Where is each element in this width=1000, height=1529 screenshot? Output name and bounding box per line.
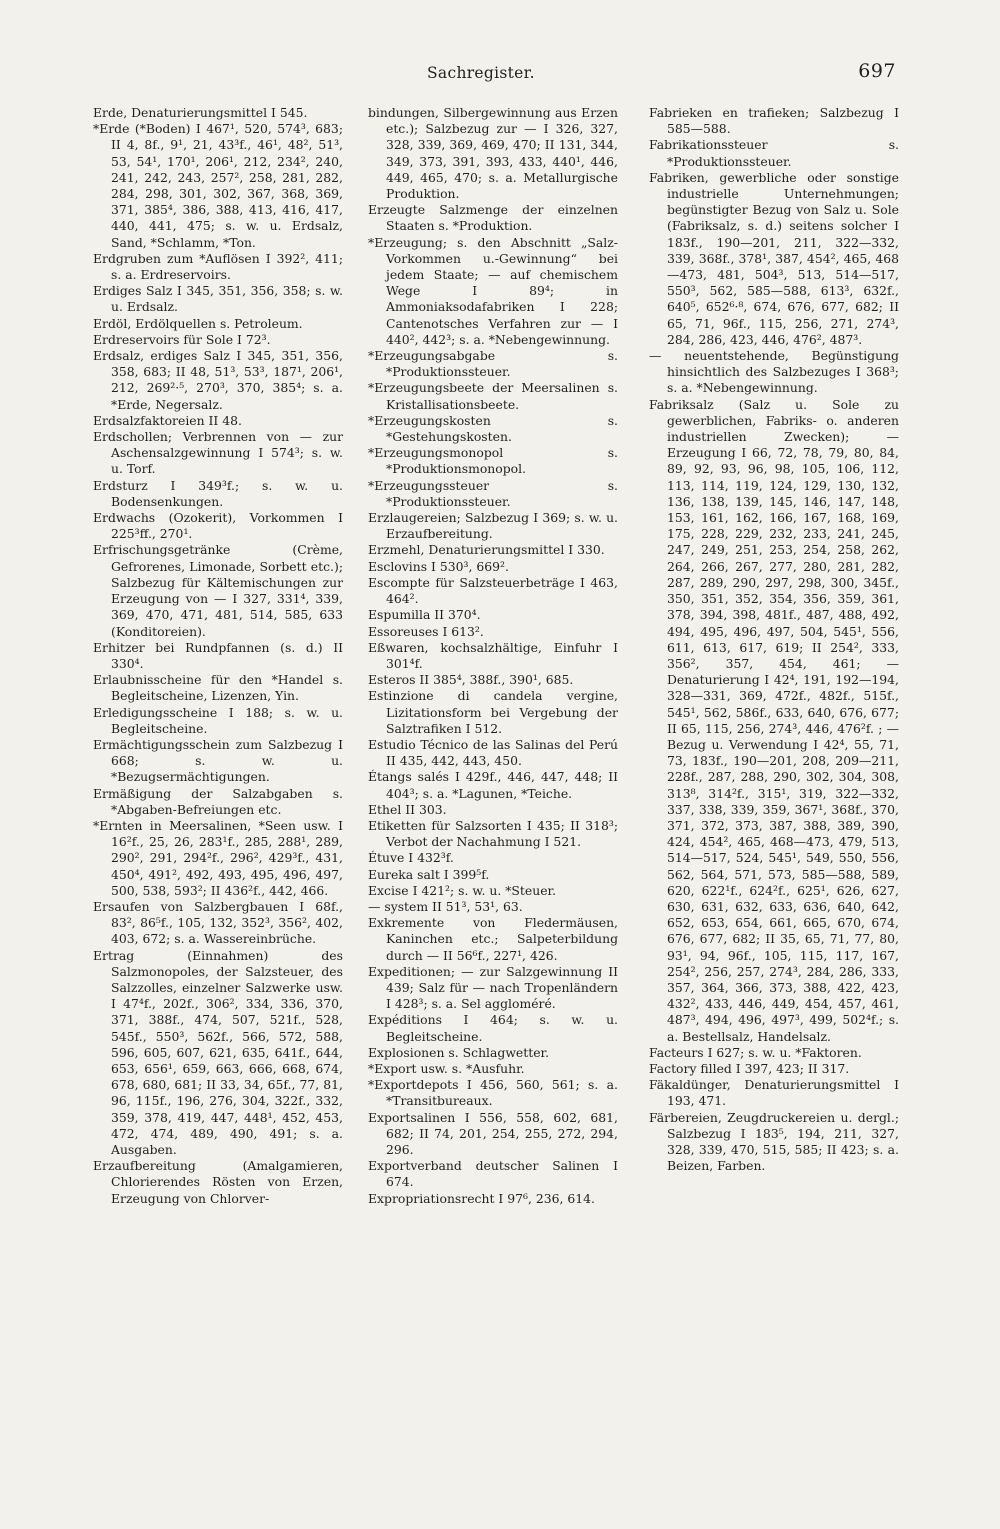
index-entry: *Erde (*Boden) I 467¹, 520, 574³, 683; II 4, 8f., 9¹, 21, 43³f., 46¹, 48², 51³, 53, 54¹, 170¹, 206¹, 212, 234², 240, 241, 242, 243, 257², 258, 281, 282, 284, 298, 301, 302, 367, 368, 369, 371, 385⁴, 386, 388, 413, 416, 417, 440, 441, 475; s. w. u. Erdsalz, Sand, *Schlamm, *Ton. [93, 121, 343, 250]
index-entry: Exkremente von Fledermäusen, Kaninchen etc.; Salpeterbildung durch — II 56⁶f., 227¹, 426. [368, 915, 618, 963]
index-entry: bindungen, Silbergewinnung aus Erzen etc.); Salzbezug zur — I 326, 327, 328, 339, 369, 469, 470; II 131, 344, 349, 373, 391, 393, 433, 440¹, 446, 449, 465, 470; s. a. Metallurgische Produktion. [368, 105, 618, 202]
index-entry: Ersaufen von Salzbergbauen I 68f., 83², 86⁵f., 105, 132, 352³, 356², 402, 403, 672; s. a. Wassereinbrüche. [93, 898, 343, 947]
index-entry: Färbereien, Zeugdruckereien u. dergl.; Salzbezug I 183⁵, 194, 211, 327, 328, 339, 470, 515, 585; II 423; s. a. Beizen, Farben. [649, 1109, 899, 1174]
index-entry: Fabrikationssteuer s. *Produktionssteuer. [649, 137, 899, 169]
index-entry: Erhitzer bei Rundpfannen (s. d.) II 330⁴. [93, 639, 343, 671]
index-entry: Erledigungsscheine I 188; s. w. u. Begleitscheine. [93, 704, 343, 736]
page-number: 697 [858, 60, 896, 82]
index-entry: Erdsturz I 349³f.; s. w. u. Bodensenkungen. [93, 477, 343, 509]
index-entry: *Erzeugungskosten s. *Gestehungskosten. [368, 412, 618, 445]
index-entry: *Erzeugungsabgabe s. *Produktionssteuer. [368, 348, 618, 380]
running-head-title: Sachregister. [427, 64, 535, 82]
index-entry: Étuve I 432³f. [368, 850, 454, 866]
index-entry: Erde, Denaturierungsmittel I 545. [93, 105, 308, 120]
index-entry: Exportverband deutscher Salinen I 674. [368, 1158, 618, 1190]
index-entry: *Erzeugungssteuer s. *Produktionssteuer. [368, 477, 618, 509]
index-entry: Erdwachs (Ozokerit), Vorkommen I 225³ff., 270¹. [93, 510, 343, 542]
index-column-2 [368, 105, 618, 1207]
index-entry: — system II 51³, 53¹, 63. [368, 898, 523, 914]
index-entry: Eureka salt I 399⁵f. [368, 866, 490, 882]
index-entry: Étangs salés I 429f., 446, 447, 448; II 404³; s. a. *Lagunen, *Teiche. [368, 769, 618, 801]
index-entry: Estinzione di candela vergine, Lizitationsform bei Vergebung der Salztrafiken I 512. [368, 688, 618, 736]
index-entry: Explosionen s. Schlagwetter. [368, 1044, 550, 1060]
index-entry: Eßwaren, kochsalzhältige, Einfuhr I 301⁴f. [368, 639, 618, 671]
index-entry: Erdöl, Erdölquellen s. Petroleum. [93, 315, 303, 331]
index-entry: Erdreservoirs für Sole I 72³. [93, 331, 271, 347]
index-entry: Erdsalz, erdiges Salz I 345, 351, 356, 358, 683; II 48, 51³, 53³, 187¹, 206¹, 212, 269²·⁵, 270³, 370, 385⁴; s. a. *Erde, Negersalz. [93, 348, 343, 412]
index-entry: Erdiges Salz I 345, 351, 356, 358; s. w. u. Erdsalz. [93, 283, 343, 315]
index-entry: Exportsalinen I 556, 558, 602, 681, 682; II 74, 201, 254, 255, 272, 294, 296. [368, 1109, 618, 1157]
index-entry: *Export usw. s. *Ausfuhr. [368, 1060, 525, 1076]
index-entry: — neuentstehende, Begünstigung hinsichtlich des Salzbezuges I 368³; s. a. *Nebengewinnung. [649, 348, 899, 396]
running-head [0, 60, 1000, 88]
index-entry: Fabriken, gewerbliche oder sonstige industrielle Unternehmungen; begünstigter Bezug von Salz u. Sole (Fabriksalz, s. d.) seitens solcher I 183f., 190—201, 211, 322—332, 339, 368f., 378¹, 387, 454², 465, 468—473, 481, 504³, 513, 514—517, 550³, 562, 585—588, 613³, 632f., 640⁵, 652⁶·⁸, 674, 676, 677, 682; II 65, 71, 96f., 115, 256, 271, 274³, 284, 286, 423, 446, 476², 487³. [649, 169, 899, 347]
index-entry: Fabriksalz (Salz u. Sole zu gewerblichen, Fabriks- o. anderen industriellen Zwecken); — Erzeugung I 66, 72, 78, 79, 80, 84, 89, 92, 93, 96, 98, 105, 106, 112, 113, 114, 119, 124, 129, 130, 132, 136, 138, 139, 145, 146, 147, 148, 153, 161, 162, 166, 167, 168, 169, 175, 228, 229, 232, 233, 241, 245, 247, 249, 251, 253, 254, 258, 262, 264, 266, 267, 277, 280, 281, 282, 287, 289, 290, 297, 298, 300, 345f., 350, 351, 352, 354, 356, 359, 361, 378, 394, 398, 481f., 487, 488, 492, 494, 495, 496, 497, 504, 545¹, 556, 611, 613, 617, 619; II 254², 333, 356², 357, 454, 461; — Denaturierung I 42⁴, 191, 192—194, 328—331, 369, 472f., 482f., 515f., 545¹, 562, 586f., 633, 640, 676, 677; II 65, 115, 256, 274³, 446, 476²f. ; — Bezug u. Verwendung I 42⁴, 55, 71, 73, 183f., 190—201, 208, 209—211, 228f., 287, 288, 290, 302, 304, 308, 313⁸, 314²f., 315¹, 319, 322—332, 337, 338, 339, 359, 367¹, 368f., 370, 371, 372, 373, 387, 388, 389, 390, 424, 454², 465, 468—473, 479, 513, 514—517, 524, 545¹, 549, 550, 556, 562, 564, 571, 573, 585—588, 589, 620, 622¹f., 624²f., 625¹, 626, 627, 630, 631, 632, 633, 636, 640, 642, 652, 653, 654, 661, 665, 670, 674, 676, 677, 682; II 35, 65, 71, 77, 80, 93¹, 94, 96f., 105, 115, 117, 167, 254², 256, 257, 274³, 284, 286, 333, 357, 364, 366, 373, 388, 422, 423, 432², 433, 446, 449, 454, 457, 461, 487³, 494, 496, 497³, 499, 502⁴f.; s. a. Bestellsalz, Handelsalz. [649, 396, 899, 1044]
index-entry: *Erzeugungsmonopol s. *Produktionsmonopol. [368, 445, 618, 477]
index-entry: Erdgruben zum *Auflösen I 392², 411; s. a. Erdreservoirs. [93, 250, 343, 283]
index-entry: Erzeugte Salzmenge der einzelnen Staaten s. *Produktion. [368, 202, 618, 234]
index-entry: Ermächtigungsschein zum Salzbezug I 668; s. w. u. *Bezugsermächtigungen. [93, 736, 343, 785]
index-entry: Esteros II 385⁴, 388f., 390¹, 685. [368, 672, 574, 688]
index-column-3 [649, 105, 899, 1174]
index-entry: Erzlaugereien; Salzbezug I 369; s. w. u. Erzaufbereitung. [368, 510, 618, 542]
index-entry: Esclovins I 530³, 669². [368, 558, 509, 574]
index-entry: Facteurs I 627; s. w. u. *Faktoren. [649, 1044, 862, 1060]
index-entry: *Erzeugungsbeete der Meersalinen s. Kristallisationsbeete. [368, 380, 618, 412]
index-entry: Essoreuses I 613². [368, 623, 484, 639]
index-entry: Ertrag (Einnahmen) des Salzmonopoles, der Salzsteuer, des Salzzolles, einzelner Salzwerke usw. I 47⁴f., 202f., 306², 334, 336, 370, 371, 388f., 474, 507, 521f., 528, 545f., 550³, 562f., 566, 572, 588, 596, 605, 607, 621, 635, 641f., 644, 653, 656¹, 659, 663, 666, 668, 674, 678, 680, 681; II 33, 34, 65f., 77, 81, 96, 115f., 196, 276, 304, 322f., 332, 359, 378, 419, 447, 448¹, 452, 453, 472, 474, 489, 490, 491; s. a. Ausgaben. [93, 947, 343, 1157]
index-entry: Espumilla II 370⁴. [368, 607, 481, 623]
index-entry: Erzaufbereitung (Amalgamieren, Chlorierendes Rösten von Erzen, Erzeugung von Chlorver- [93, 1158, 343, 1206]
index-entry: Erlaubnisscheine für den *Handel s. Begleitscheine, Lizenzen, Yin. [93, 672, 343, 704]
index-entry: Estudio Técnico de las Salinas del Perú II 435, 442, 443, 450. [368, 736, 618, 769]
index-entry: Factory filled I 397, 423; II 317. [649, 1060, 850, 1076]
index-entry: Erdsalzfaktoreien II 48. [93, 412, 242, 428]
index-entry: Etiketten für Salzsorten I 435; II 318³; Verbot der Nachahmung I 521. [368, 817, 618, 850]
index-entry: *Ernten in Meersalinen, *Seen usw. I 16²f., 25, 26, 283¹f., 285, 288¹, 289, 290², 291, 294²f., 296², 429³f., 431, 450⁴, 491², 492, 493, 495, 496, 497, 500, 538, 593²; II 436²f., 442, 466. [93, 817, 343, 898]
index-entry: Expéditions I 464; s. w. u. Begleitscheine. [368, 1012, 618, 1044]
index-entry: Fabrieken en trafieken; Salzbezug I 585—588. [649, 105, 899, 137]
index-entry: Ethel II 303. [368, 801, 447, 817]
index-entry: Escompte für Salzsteuerbeträge I 463, 464². [368, 574, 618, 607]
index-entry: Ermäßigung der Salzabgaben s. *Abgaben-Befreiungen etc. [93, 785, 343, 817]
index-column-1 [93, 105, 343, 1207]
index-entry: *Erzeugung; s. den Abschnitt „Salz-Vorkommen u.-Gewinnung“ bei jedem Staate; — auf chemischem Wege I 89⁴; in Ammoniaksodafabriken I 228; Cantenotsches Verfahren zur — I 440², 442³; s. a. *Nebengewinnung. [368, 234, 618, 347]
index-entry: Expeditionen; — zur Salzgewinnung II 439; Salz für — nach Tropenländern I 428³; s. a. Sel aggloméré. [368, 963, 618, 1012]
index-entry: *Exportdepots I 456, 560, 561; s. a. *Transitbureaux. [368, 1077, 618, 1109]
index-entry: Erzmehl, Denaturierungsmittel I 330. [368, 542, 605, 558]
index-entry: Expropriationsrecht I 97⁶, 236, 614. [368, 1190, 595, 1206]
index-entry: Excise I 421²; s. w. u. *Steuer. [368, 882, 557, 898]
index-entry: Erfrischungsgetränke (Crème, Gefrorenes, Limonade, Sorbett etc.); Salzbezug für Kältemischungen zur Erzeugung von — I 327, 331⁴, 339, 369, 470, 471, 481, 514, 585, 633 (Konditoreien). [93, 542, 343, 639]
index-entry: Erdschollen; Verbrennen von — zur Aschensalzgewinnung I 574³; s. w. u. Torf. [93, 429, 343, 477]
index-entry: Fäkaldünger, Denaturierungsmittel I 193, 471. [649, 1077, 899, 1109]
